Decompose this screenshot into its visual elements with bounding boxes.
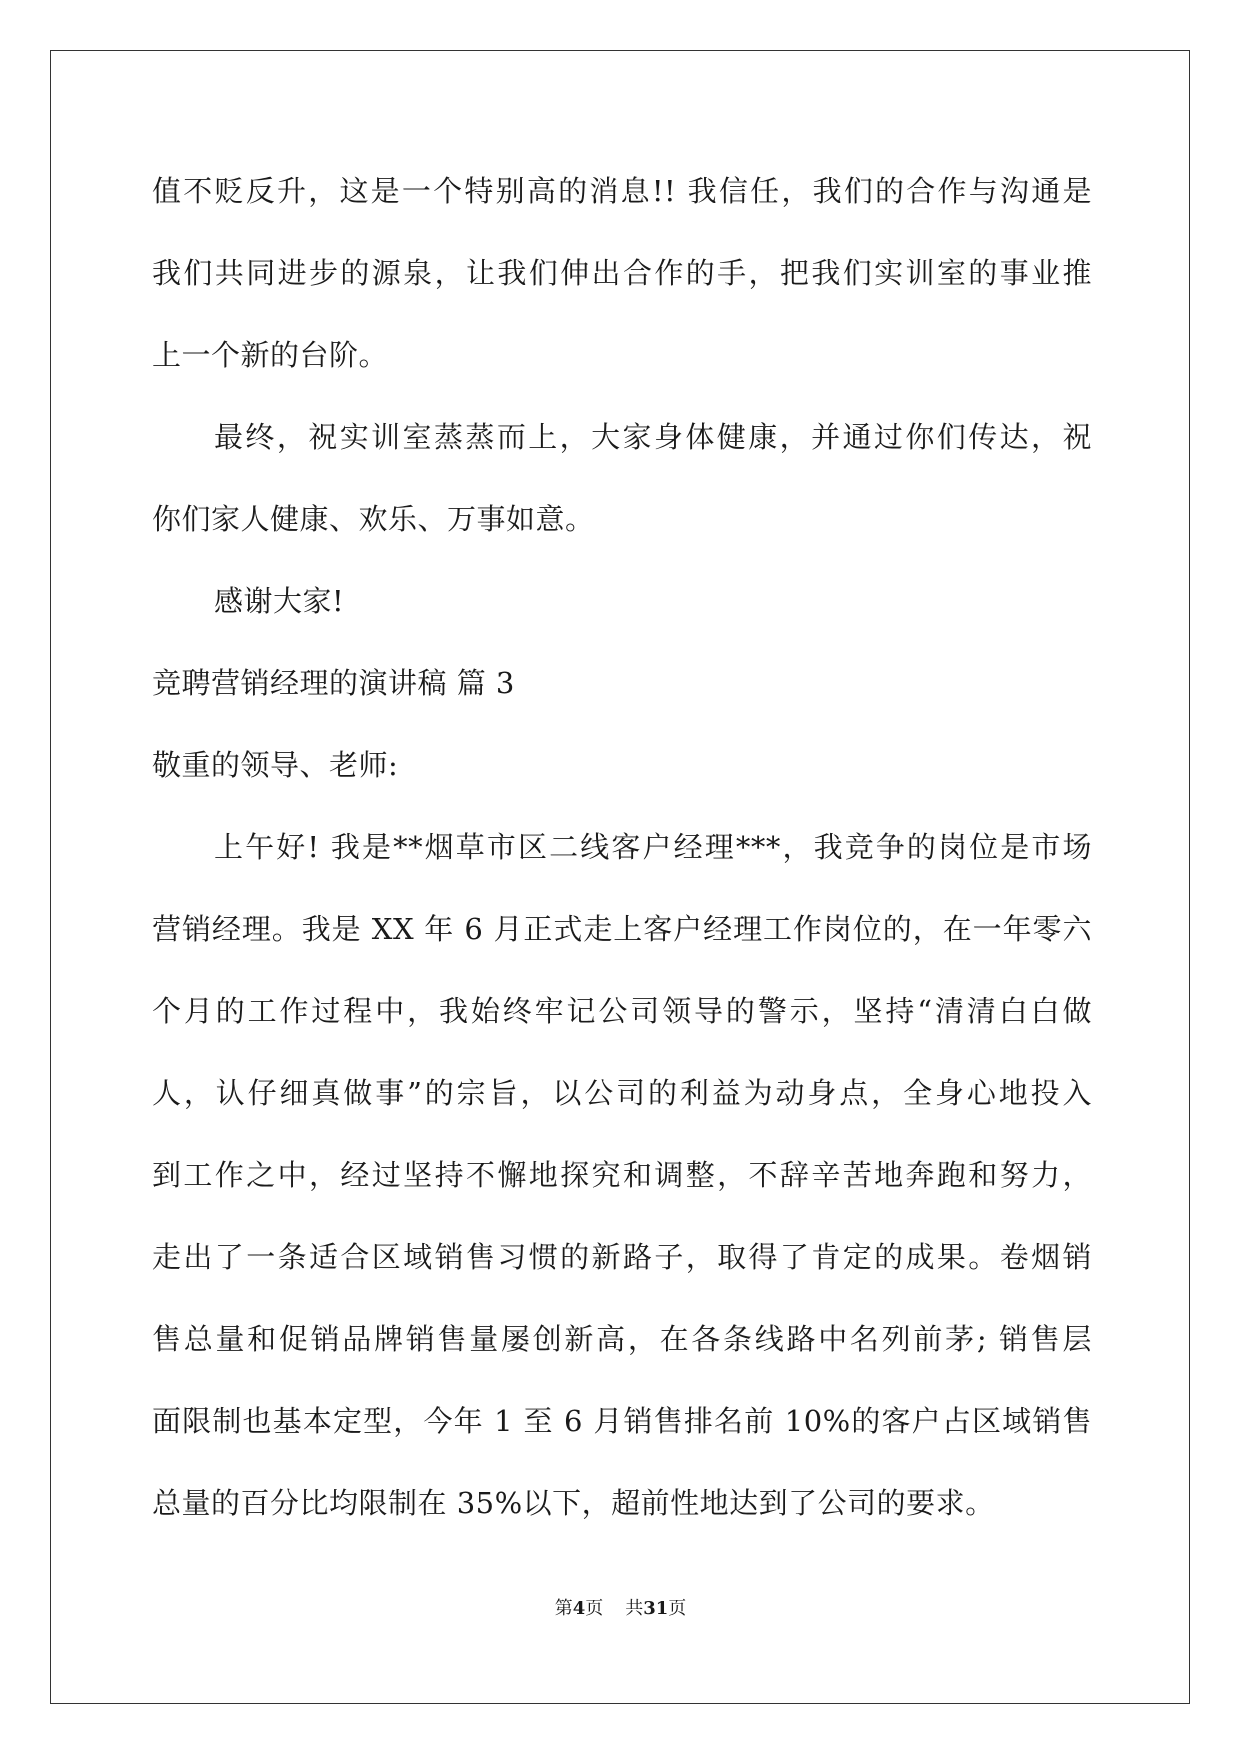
paragraph-line: 我们共同进步的源泉，让我们伸出合作的手，把我们实训室的事业推: [152, 256, 1092, 290]
salutation: 敬重的领导、老师:: [152, 748, 399, 782]
page-prefix: 第: [554, 1598, 573, 1619]
total-unit: 页: [668, 1598, 687, 1619]
document-body: [152, 158, 1092, 1552]
page-unit: 页: [585, 1598, 604, 1619]
paragraph-line: 上午好! 我是**烟草市区二线客户经理***，我竞争的岗位是市场: [214, 830, 1092, 864]
paragraph-line: 个月的工作过程中，我始终牢记公司领导的警示，坚持“清清白白做: [152, 994, 1092, 1028]
paragraph-line: 营销经理。我是 XX 年 6 月正式走上客户经理工作岗位的，在一年零六: [152, 912, 1092, 946]
paragraph-line: 到工作之中，经过坚持不懈地探究和调整，不辞辛苦地奔跑和努力，: [152, 1158, 1092, 1192]
paragraph-line: 你们家人健康、欢乐、万事如意。: [152, 502, 595, 536]
section-heading: 竞聘营销经理的演讲稿 篇 3: [152, 666, 515, 700]
page-footer: [0, 1594, 1241, 1620]
paragraph-line: 走出了一条适合区域销售习惯的新路子，取得了肯定的成果。卷烟销: [152, 1240, 1092, 1274]
paragraph-line: 感谢大家!: [214, 584, 345, 618]
paragraph-line: 上一个新的台阶。: [152, 338, 389, 372]
paragraph-line: 最终，祝实训室蒸蒸而上，大家身体健康，并通过你们传达，祝: [214, 420, 1092, 454]
total-prefix: 共: [625, 1598, 644, 1619]
paragraph-line: 人，认仔细真做事”的宗旨，以公司的利益为动身点，全身心地投入: [152, 1076, 1092, 1110]
paragraph-line: 面限制也基本定型，今年 1 至 6 月销售排名前 10%的客户占区域销售: [152, 1404, 1092, 1438]
paragraph-line: 售总量和促销品牌销售量屡创新高，在各条线路中名列前茅; 销售层: [152, 1322, 1092, 1356]
total-pages: 31: [643, 1598, 669, 1619]
paragraph-line: 值不贬反升，这是一个特别高的消息!! 我信任，我们的合作与沟通是: [152, 174, 1092, 208]
page-number: 4: [572, 1598, 586, 1619]
paragraph-line: 总量的百分比均限制在 35%以下，超前性地达到了公司的要求。: [152, 1486, 995, 1520]
